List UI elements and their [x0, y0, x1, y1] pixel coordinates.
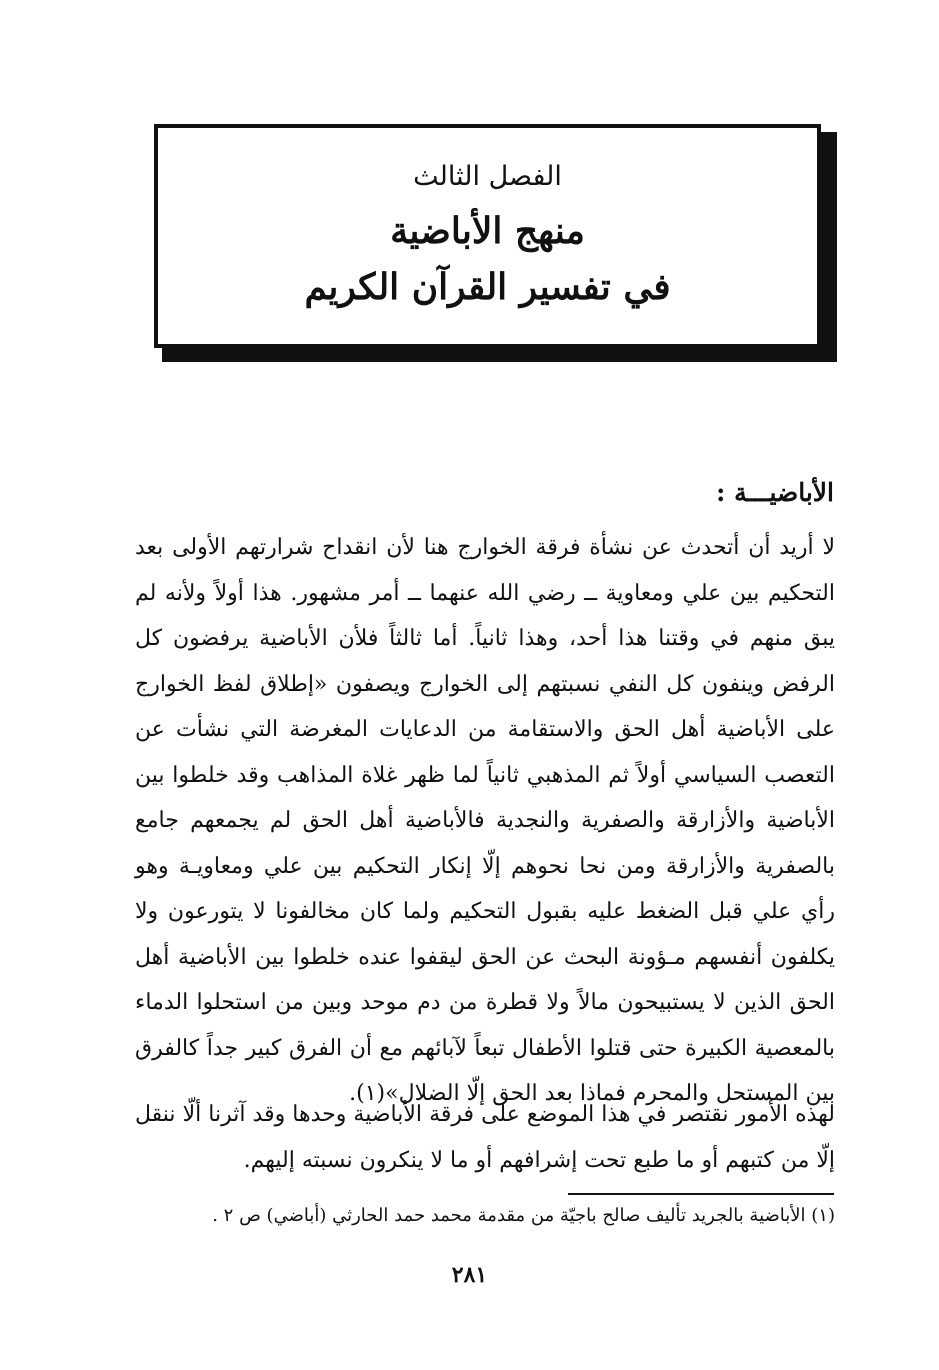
page-number: ٢٨١ [451, 1262, 488, 1288]
chapter-title-line-2: في تفسير القرآن الكريم [304, 266, 671, 308]
section-heading: الأباضيـــة : [716, 478, 834, 507]
body-paragraph-1: لا أريد أن أتحدث عن نشأة فرقة الخوارج هنا لأن انقداح شرارتهم الأولى بعد التحكيم بين علي ومعاوية ــ رضي الله عنهما ــ أمر مشهور. هذا أولاً ولأنه لم يبق منهم في وقتنا هذا أحد، وهذا ثانياً. أما ثالثاً فلأن الأباضية يرفضون كل الرفض وينفون كل النفي نسبتهم إلى الخوارج ويصفون «إطلاق لفظ الخوارج على الأباضية أهل الحق والاستقامة من الدعايات المغرضة التي نشأت عن التعصب السياسي أولاً ثم المذهبي ثانياً لما ظهر غلاة المذاهب وقد خلطوا بين الأباضية والأزارقة والصفرية والنجدية فالأباضية أهل الحق لم يجمعهم جامع بالصفرية والأزارقة ومن نحا نحوهم إلّا إنكار التحكيم بين علي ومعاويـة وهو رأي علي قبل الضغط عليه بقبول التحكيم ولما كان مخالفونا لا يتورعون ولا يكلفون أنفسهم مـؤونة البحث عن الحق ليقفوا عنده خلطوا بين الأباضية أهل الحق الذين لا يستبيحون مالاً ولا قطرة من دم موحد وبين من استحلوا الدماء بالمعصية الكبيرة حتى قتلوا الأطفال تبعاً لآبائهم مع أن الفرق كبير جداً كالفرق بين المستحل والمحرم فماذا بعد الحق إلّا الضلال»(١). [135, 535, 836, 1106]
footnote-divider [568, 1193, 834, 1195]
chapter-label: الفصل الثالث [413, 161, 562, 192]
chapter-title-box [154, 124, 821, 348]
body-paragraph-2: لهذه الأمور نقتصر في هذا الموضع على فرقة الأباضية وحدها وقد آثرنا ألّا ننقل إلّا من كتبهم أو ما طبع تحت إشرافهم أو ما لا ينكرون نسبته إليهم. [135, 1102, 835, 1173]
chapter-title-line-1: منهج الأباضية [390, 210, 585, 252]
footnote: (١) الأباضية بالجريد تأليف صالح باجيّة من مقدمة محمد حمد الحارثي (أباضي) ص ٢ . [212, 1205, 835, 1226]
